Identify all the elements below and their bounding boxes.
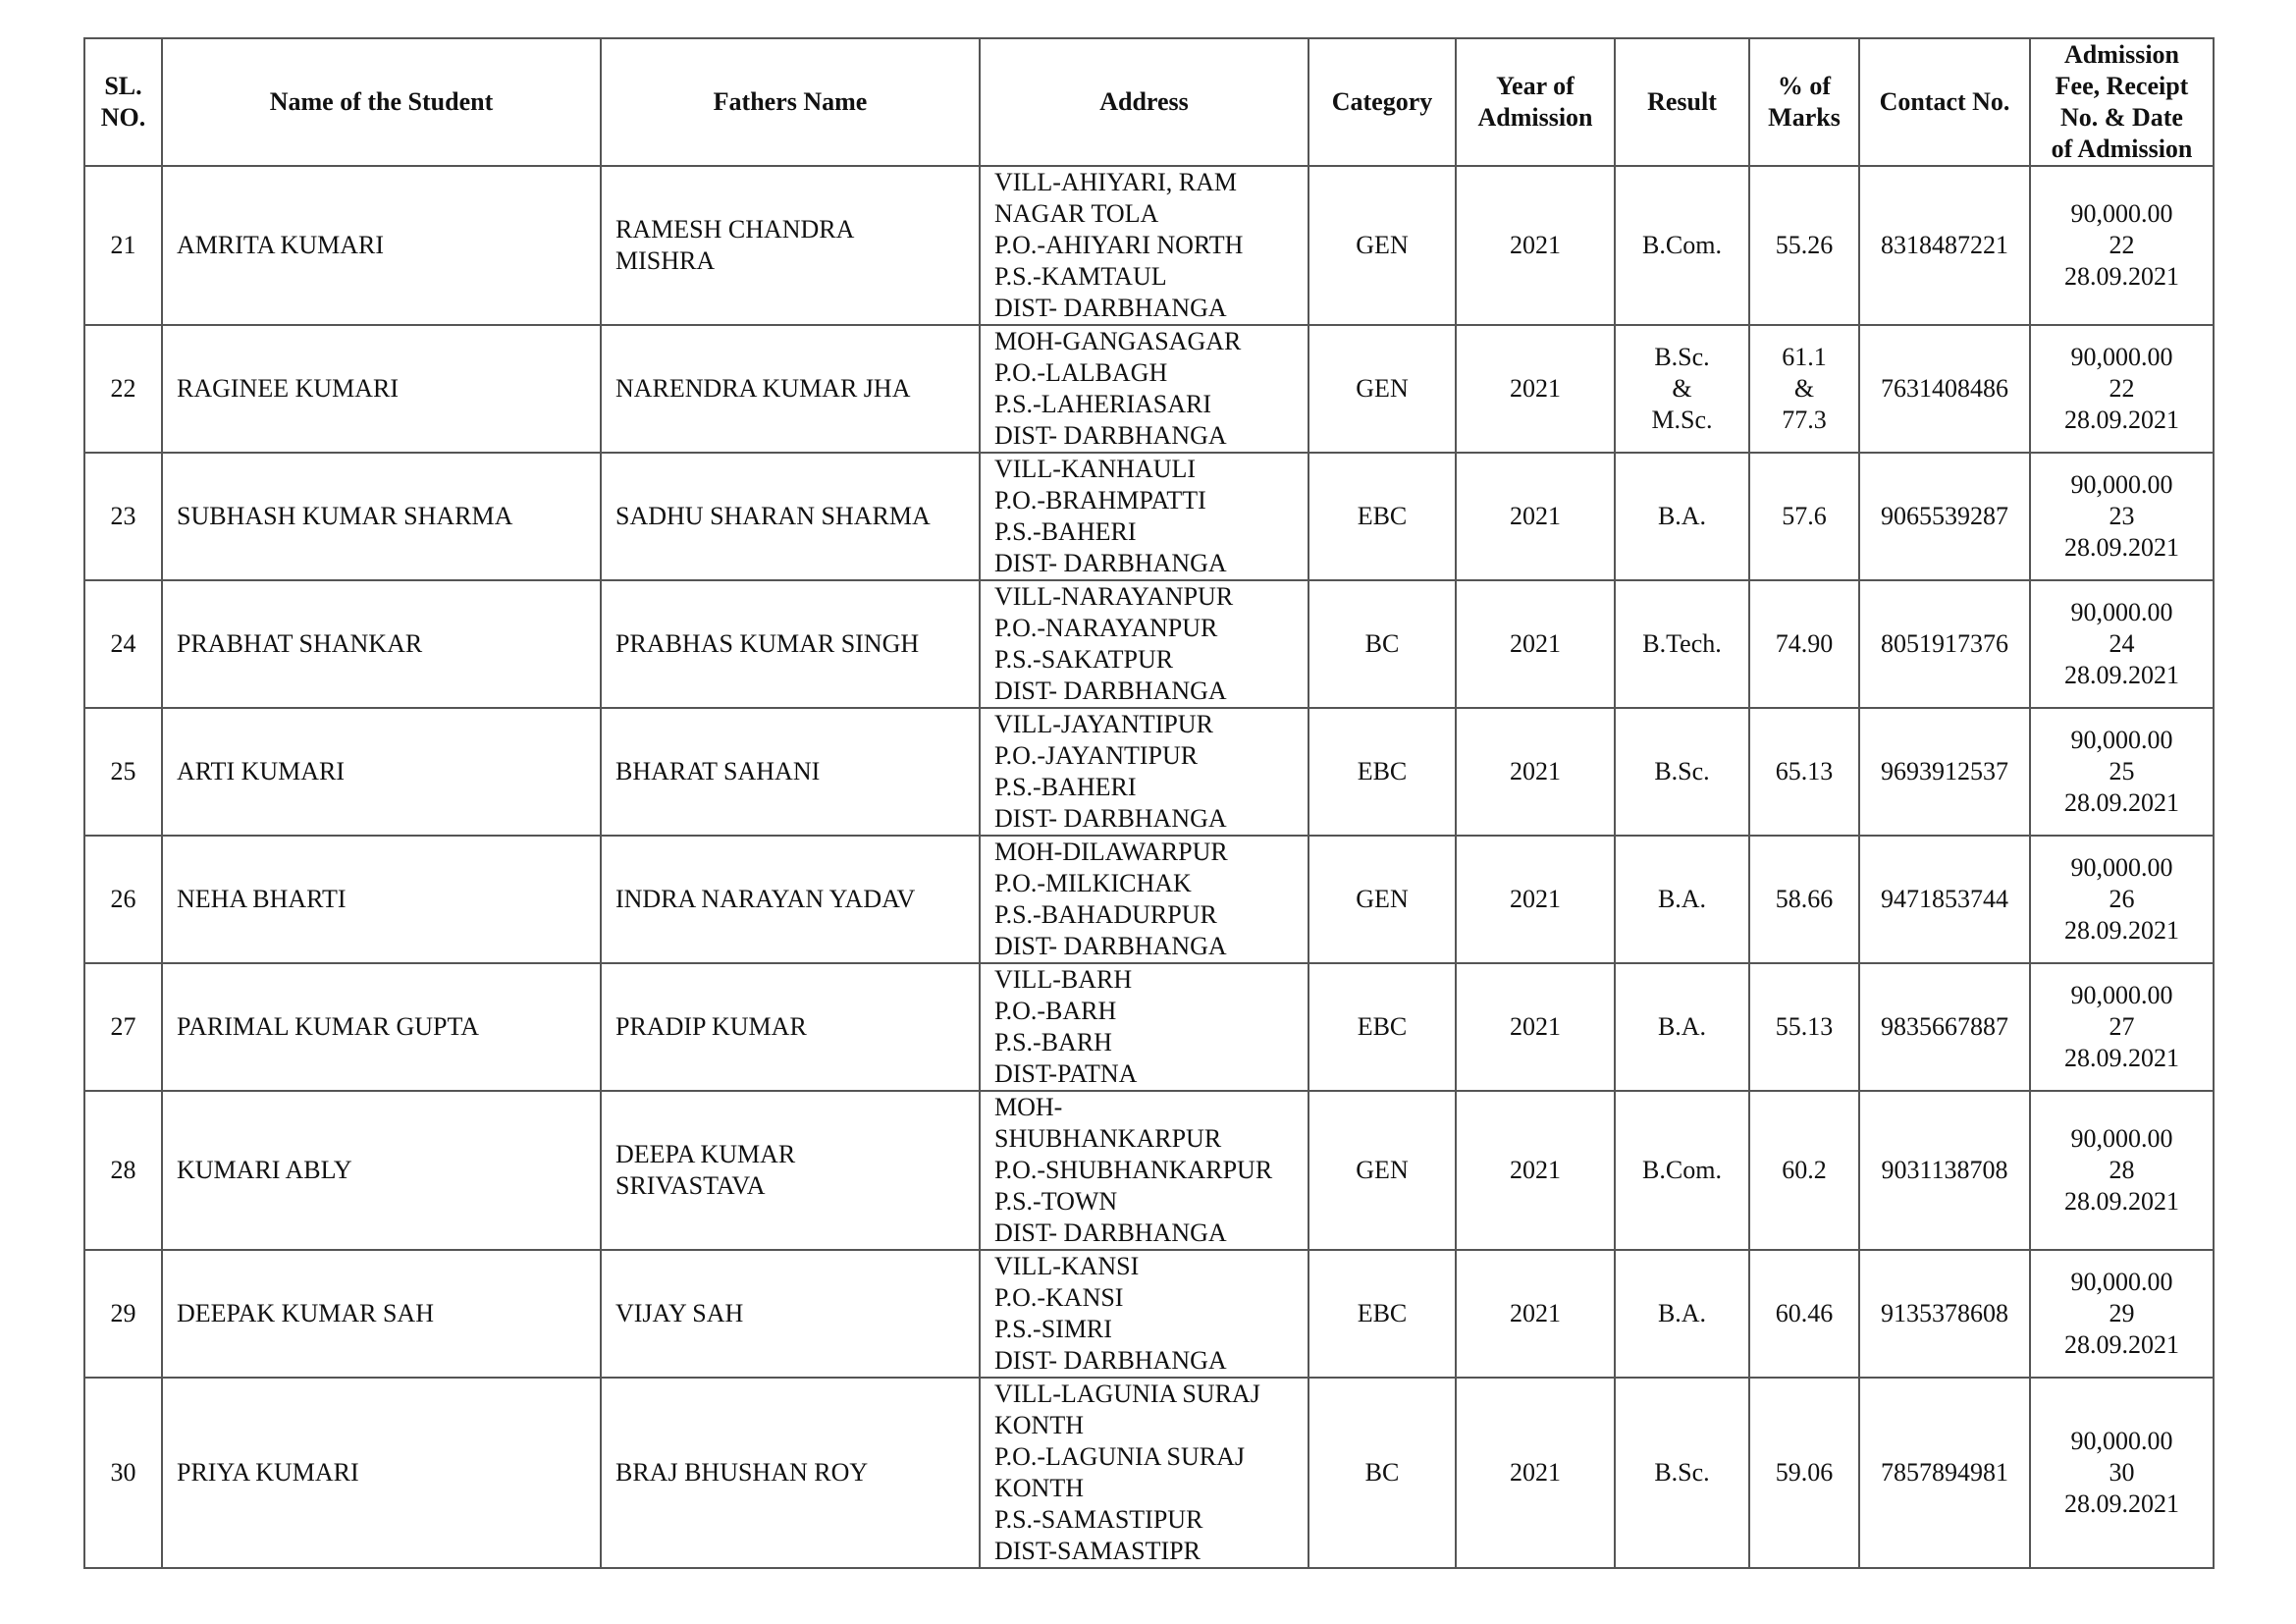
table-row (84, 963, 2214, 1091)
sl-no-cell: 30 (84, 1378, 162, 1568)
admission-fee-cell (2030, 963, 2214, 1091)
cell-line: 22 (2109, 374, 2135, 403)
cell-line: B.Sc. (1654, 1458, 1710, 1487)
cell-line: 59.06 (1775, 1458, 1834, 1487)
cell-line: Fathers Name (713, 87, 868, 116)
cell-line: B.Tech. (1642, 629, 1722, 658)
table-row (84, 325, 2214, 453)
cell-line: DIST- DARBHANGA (994, 677, 1227, 705)
category-cell: GEN (1308, 325, 1456, 453)
student-name-cell: ARTI KUMARI (162, 708, 601, 836)
cell-line: B.Com. (1642, 1156, 1722, 1184)
student-name-cell: PRIYA KUMARI (162, 1378, 601, 1568)
cell-line: P.S.-BARH (994, 1028, 1112, 1056)
cell-line: Category (1331, 87, 1433, 116)
header-address (980, 38, 1308, 166)
year-cell: 2021 (1456, 580, 1615, 708)
category-cell: EBC (1308, 1250, 1456, 1378)
cell-line: RAMESH CHANDRA (615, 215, 855, 244)
header-student-name (162, 38, 601, 166)
cell-line: 58.66 (1775, 885, 1834, 913)
cell-line: 24 (2109, 629, 2135, 658)
result-cell (1615, 708, 1749, 836)
cell-line: 28 (2109, 1156, 2135, 1184)
result-cell (1615, 1091, 1749, 1250)
fathers-name-cell (601, 1250, 980, 1378)
address-cell (980, 580, 1308, 708)
header-contact-no (1859, 38, 2030, 166)
cell-line: 90,000.00 (2070, 1427, 2173, 1455)
admission-fee-cell (2030, 708, 2214, 836)
cell-line: DIST- DARBHANGA (994, 549, 1227, 577)
header-percent-marks (1749, 38, 1859, 166)
cell-line: 55.13 (1775, 1012, 1834, 1041)
fathers-name-cell (601, 836, 980, 963)
table-row (84, 453, 2214, 580)
cell-line: KONTH (994, 1474, 1084, 1502)
cell-line: VILL-LAGUNIA SURAJ (994, 1380, 1260, 1408)
cell-line: B.A. (1657, 1299, 1707, 1327)
cell-line: BRAJ BHUSHAN ROY (615, 1458, 869, 1487)
category-cell: GEN (1308, 836, 1456, 963)
sl-no-cell: 25 (84, 708, 162, 836)
student-admission-table (83, 37, 2215, 1569)
cell-line: Result (1647, 87, 1717, 116)
table-header-row (84, 38, 2214, 166)
result-cell (1615, 963, 1749, 1091)
student-name-cell: KUMARI ABLY (162, 1091, 601, 1250)
category-cell: BC (1308, 1378, 1456, 1568)
fathers-name-cell (601, 963, 980, 1091)
student-name-cell: RAGINEE KUMARI (162, 325, 601, 453)
year-cell: 2021 (1456, 166, 1615, 325)
cell-line: 61.1 (1782, 343, 1827, 371)
table-row (84, 708, 2214, 836)
cell-line: 57.6 (1782, 502, 1827, 530)
year-cell: 2021 (1456, 836, 1615, 963)
cell-line: 28.09.2021 (2064, 1489, 2179, 1518)
sl-no-cell: 21 (84, 166, 162, 325)
cell-line: MOH- (994, 1093, 1063, 1121)
cell-line: M.Sc. (1651, 406, 1713, 434)
result-cell (1615, 453, 1749, 580)
address-cell (980, 166, 1308, 325)
cell-line: DIST- DARBHANGA (994, 294, 1227, 322)
cell-line: Year of (1496, 72, 1575, 100)
cell-line: 28.09.2021 (2064, 916, 2179, 945)
cell-line: 28.09.2021 (2064, 788, 2179, 817)
contact-cell: 9693912537 (1859, 708, 2030, 836)
cell-line: P.O.-JAYANTIPUR (994, 741, 1199, 770)
address-cell (980, 1378, 1308, 1568)
cell-line: 74.90 (1775, 629, 1834, 658)
year-cell: 2021 (1456, 1378, 1615, 1568)
cell-line: SHUBHANKARPUR (994, 1124, 1222, 1153)
marks-cell (1749, 1250, 1859, 1378)
cell-line: P.O.-NARAYANPUR (994, 614, 1218, 642)
cell-line: 90,000.00 (2070, 199, 2173, 228)
cell-line: DIST- DARBHANGA (994, 421, 1227, 450)
category-cell: EBC (1308, 963, 1456, 1091)
cell-line: B.A. (1657, 885, 1707, 913)
cell-line: PRADIP KUMAR (615, 1012, 807, 1041)
admission-fee-cell (2030, 166, 2214, 325)
cell-line: 90,000.00 (2070, 1124, 2173, 1153)
cell-line: P.O.-SHUBHANKARPUR (994, 1156, 1273, 1184)
marks-cell (1749, 453, 1859, 580)
table-row (84, 1378, 2214, 1568)
address-cell (980, 963, 1308, 1091)
cell-line: B.Com. (1642, 231, 1722, 259)
cell-line: 28.09.2021 (2064, 1187, 2179, 1216)
cell-line: P.O.-LAGUNIA SURAJ (994, 1442, 1245, 1471)
header-year-of-admission (1456, 38, 1615, 166)
student-name-cell: SUBHASH KUMAR SHARMA (162, 453, 601, 580)
cell-line: MISHRA (615, 246, 716, 275)
cell-line: DIST-PATNA (994, 1059, 1138, 1088)
admission-fee-cell (2030, 836, 2214, 963)
marks-cell (1749, 580, 1859, 708)
cell-line: VILL-KANSI (994, 1252, 1140, 1280)
cell-line: 65.13 (1775, 757, 1834, 785)
contact-cell: 8051917376 (1859, 580, 2030, 708)
cell-line: P.S.-SAMASTIPUR (994, 1505, 1203, 1534)
result-cell (1615, 1250, 1749, 1378)
cell-line: DIST-SAMASTIPR (994, 1537, 1201, 1565)
cell-line: Marks (1768, 103, 1841, 132)
cell-line: VILL-KANHAULI (994, 455, 1197, 483)
cell-line: MOH-DILAWARPUR (994, 838, 1228, 866)
marks-cell (1749, 708, 1859, 836)
cell-line: P.O.-BRAHMPATTI (994, 486, 1206, 514)
cell-line: VILL-BARH (994, 965, 1133, 994)
admission-fee-cell (2030, 580, 2214, 708)
student-name-cell: NEHA BHARTI (162, 836, 601, 963)
cell-line: & (1672, 374, 1692, 403)
address-cell (980, 453, 1308, 580)
cell-line: VILL-NARAYANPUR (994, 582, 1234, 611)
cell-line: B.Sc. (1654, 757, 1710, 785)
cell-line: Address (1099, 87, 1189, 116)
cell-line: 28.09.2021 (2064, 533, 2179, 562)
contact-cell: 9031138708 (1859, 1091, 2030, 1250)
header-fathers-name (601, 38, 980, 166)
category-cell: GEN (1308, 1091, 1456, 1250)
category-cell: GEN (1308, 166, 1456, 325)
marks-cell (1749, 1378, 1859, 1568)
cell-line: VILL-AHIYARI, RAM (994, 168, 1237, 196)
cell-line: & (1793, 374, 1815, 403)
contact-cell: 7631408486 (1859, 325, 2030, 453)
cell-line: DIST- DARBHANGA (994, 804, 1227, 833)
cell-line: P.S.-LAHERIASARI (994, 390, 1212, 418)
cell-line: PRABHAS KUMAR SINGH (615, 629, 920, 658)
cell-line: VIJAY SAH (615, 1299, 744, 1327)
contact-cell: 9471853744 (1859, 836, 2030, 963)
cell-line: 22 (2109, 231, 2135, 259)
admission-fee-cell (2030, 453, 2214, 580)
cell-line: Admission (2063, 40, 2180, 69)
cell-line: MOH-GANGASAGAR (994, 327, 1242, 355)
cell-line: KONTH (994, 1411, 1084, 1439)
sl-no-cell: 24 (84, 580, 162, 708)
cell-line: 29 (2109, 1299, 2135, 1327)
cell-line: B.A. (1657, 502, 1707, 530)
cell-line: 60.2 (1782, 1156, 1827, 1184)
table-row (84, 836, 2214, 963)
student-name-cell: PARIMAL KUMAR GUPTA (162, 963, 601, 1091)
cell-line: Name of the Student (269, 87, 494, 116)
year-cell: 2021 (1456, 1091, 1615, 1250)
address-cell (980, 708, 1308, 836)
year-cell: 2021 (1456, 963, 1615, 1091)
cell-line: 90,000.00 (2070, 981, 2173, 1009)
table-row (84, 1250, 2214, 1378)
fathers-name-cell (601, 580, 980, 708)
cell-line: 90,000.00 (2070, 343, 2173, 371)
cell-line: 90,000.00 (2070, 470, 2173, 499)
address-cell (980, 836, 1308, 963)
fathers-name-cell (601, 1378, 980, 1568)
table-row (84, 1091, 2214, 1250)
cell-line: SADHU SHARAN SHARMA (615, 502, 931, 530)
cell-line: DIST- DARBHANGA (994, 1218, 1227, 1247)
contact-cell: 9835667887 (1859, 963, 2030, 1091)
sl-no-cell: 27 (84, 963, 162, 1091)
cell-line: 28.09.2021 (2064, 661, 2179, 689)
fathers-name-cell (601, 453, 980, 580)
cell-line: 23 (2109, 502, 2135, 530)
cell-line: P.O.-BARH (994, 997, 1117, 1025)
table-row (84, 166, 2214, 325)
cell-line: 90,000.00 (2070, 726, 2173, 754)
cell-line: 55.26 (1775, 231, 1834, 259)
category-cell: EBC (1308, 453, 1456, 580)
marks-cell (1749, 836, 1859, 963)
year-cell: 2021 (1456, 708, 1615, 836)
cell-line: % of (1777, 72, 1832, 100)
cell-line: 26 (2109, 885, 2135, 913)
cell-line: Fee, Receipt (2055, 72, 2189, 100)
result-cell (1615, 836, 1749, 963)
cell-line: NO. (100, 103, 146, 132)
cell-line: P.S.-BAHERI (994, 773, 1137, 801)
table-row (84, 580, 2214, 708)
cell-line: P.O.-LALBAGH (994, 358, 1168, 387)
cell-line: Contact No. (1879, 87, 2010, 116)
admission-fee-cell (2030, 1250, 2214, 1378)
cell-line: 27 (2109, 1012, 2135, 1041)
cell-line: P.S.-SIMRI (994, 1315, 1112, 1343)
fathers-name-cell (601, 1091, 980, 1250)
header-category (1308, 38, 1456, 166)
cell-line: P.S.-SAKATPUR (994, 645, 1174, 674)
fathers-name-cell (601, 325, 980, 453)
cell-line: SL. (104, 72, 142, 100)
admission-fee-cell (2030, 325, 2214, 453)
cell-line: P.S.-BAHERI (994, 517, 1137, 546)
marks-cell (1749, 1091, 1859, 1250)
contact-cell: 7857894981 (1859, 1378, 2030, 1568)
cell-line: P.O.-AHIYARI NORTH (994, 231, 1244, 259)
cell-line: VILL-JAYANTIPUR (994, 710, 1213, 738)
header-sl-no (84, 38, 162, 166)
sl-no-cell: 29 (84, 1250, 162, 1378)
contact-cell: 9065539287 (1859, 453, 2030, 580)
cell-line: BHARAT SAHANI (615, 757, 821, 785)
cell-line: 77.3 (1782, 406, 1827, 434)
fathers-name-cell (601, 166, 980, 325)
marks-cell (1749, 325, 1859, 453)
cell-line: 90,000.00 (2070, 853, 2173, 882)
header-result (1615, 38, 1749, 166)
cell-line: NARENDRA KUMAR JHA (615, 374, 911, 403)
result-cell (1615, 580, 1749, 708)
sl-no-cell: 22 (84, 325, 162, 453)
sl-no-cell: 26 (84, 836, 162, 963)
address-cell (980, 325, 1308, 453)
cell-line: B.Sc. (1654, 343, 1710, 371)
cell-line: P.O.-MILKICHAK (994, 869, 1192, 897)
cell-line: P.S.-BAHADURPUR (994, 900, 1217, 929)
student-name-cell: DEEPAK KUMAR SAH (162, 1250, 601, 1378)
cell-line: NAGAR TOLA (994, 199, 1159, 228)
result-cell (1615, 166, 1749, 325)
cell-line: 30 (2109, 1458, 2135, 1487)
cell-line: 25 (2109, 757, 2135, 785)
year-cell: 2021 (1456, 325, 1615, 453)
contact-cell: 8318487221 (1859, 166, 2030, 325)
sl-no-cell: 23 (84, 453, 162, 580)
marks-cell (1749, 963, 1859, 1091)
cell-line: 90,000.00 (2070, 1268, 2173, 1296)
admission-fee-cell (2030, 1091, 2214, 1250)
cell-line: P.S.-TOWN (994, 1187, 1118, 1216)
header-admission-fee (2030, 38, 2214, 166)
cell-line: 60.46 (1775, 1299, 1834, 1327)
cell-line: B.A. (1657, 1012, 1707, 1041)
admission-fee-cell (2030, 1378, 2214, 1568)
address-cell (980, 1250, 1308, 1378)
cell-line: 90,000.00 (2070, 598, 2173, 626)
cell-line: 28.09.2021 (2064, 1044, 2179, 1072)
cell-line: INDRA NARAYAN YADAV (615, 885, 916, 913)
cell-line: Admission (1477, 103, 1593, 132)
fathers-name-cell (601, 708, 980, 836)
year-cell: 2021 (1456, 453, 1615, 580)
cell-line: 28.09.2021 (2064, 406, 2179, 434)
category-cell: BC (1308, 580, 1456, 708)
marks-cell (1749, 166, 1859, 325)
address-cell (980, 1091, 1308, 1250)
contact-cell: 9135378608 (1859, 1250, 2030, 1378)
cell-line: of Admission (2051, 135, 2193, 163)
cell-line: P.O.-KANSI (994, 1283, 1124, 1312)
cell-line: P.S.-KAMTAUL (994, 262, 1167, 291)
student-name-cell: PRABHAT SHANKAR (162, 580, 601, 708)
result-cell (1615, 325, 1749, 453)
student-name-cell: AMRITA KUMARI (162, 166, 601, 325)
cell-line: DIST- DARBHANGA (994, 932, 1227, 960)
category-cell: EBC (1308, 708, 1456, 836)
result-cell (1615, 1378, 1749, 1568)
cell-line: DIST- DARBHANGA (994, 1346, 1227, 1375)
cell-line: No. & Date (2060, 103, 2183, 132)
cell-line: 28.09.2021 (2064, 1330, 2179, 1359)
cell-line: SRIVASTAVA (615, 1171, 766, 1200)
year-cell: 2021 (1456, 1250, 1615, 1378)
sl-no-cell: 28 (84, 1091, 162, 1250)
cell-line: 28.09.2021 (2064, 262, 2179, 291)
table-body (84, 166, 2214, 1568)
cell-line: DEEPA KUMAR (615, 1140, 796, 1168)
